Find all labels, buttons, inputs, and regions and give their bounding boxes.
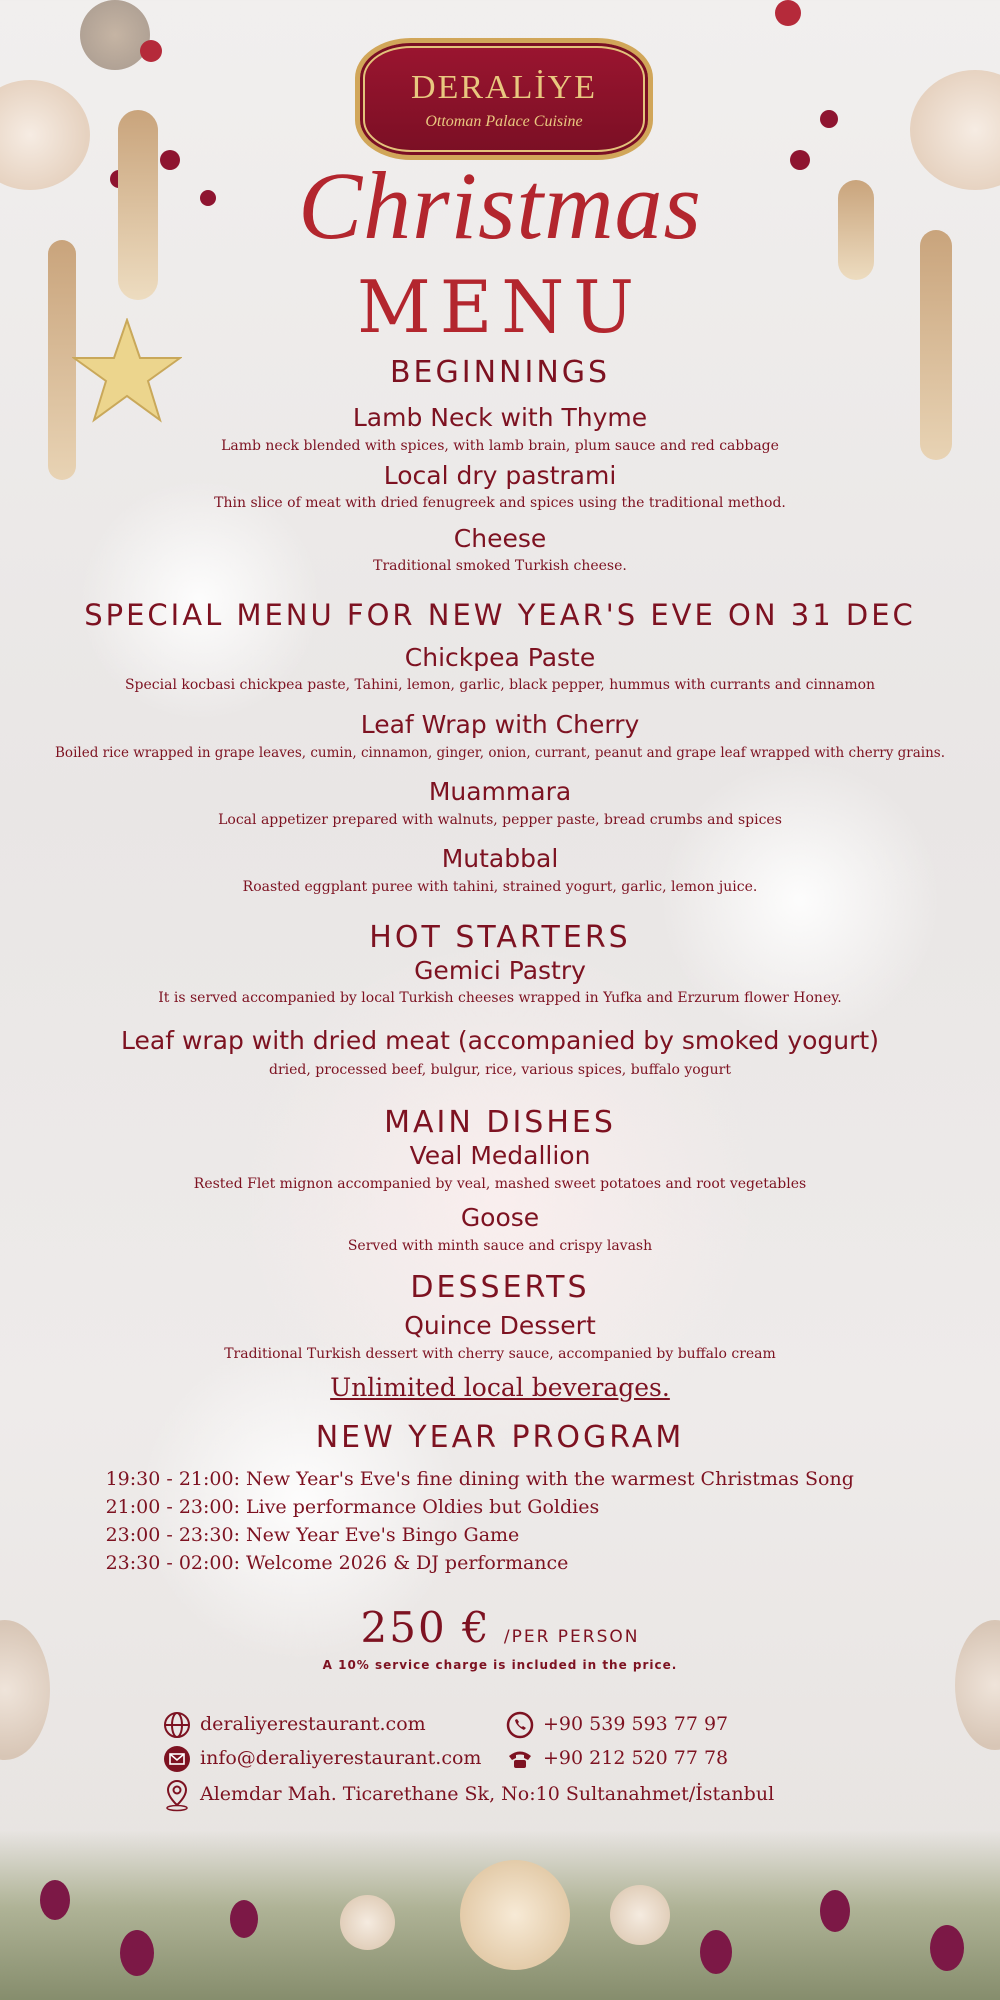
dish-name: Local dry pastrami [383, 461, 617, 490]
section-heading-desserts: DESSERTS [410, 1270, 590, 1305]
restaurant-logo [355, 38, 653, 160]
brand-name: DERALİYE [411, 69, 597, 106]
dish-description: Boiled rice wrapped in grape leaves, cumin, cinnamon, ginger, onion, currant, peanut and grape leaf wrapped with cherry grains. [55, 745, 945, 761]
program-activity: Welcome 2026 & DJ performance [246, 1552, 569, 1574]
dish-description: dried, processed beef, bulgur, rice, various spices, buffalo yogurt [269, 1062, 731, 1078]
section-heading-beginnings: BEGINNINGS [389, 355, 611, 390]
program-time: 23:00 - 23:30: [105, 1524, 240, 1546]
dish-name: Veal Medallion [409, 1141, 591, 1170]
program-time: 23:30 - 02:00: [105, 1552, 240, 1574]
dish-description: Traditional smoked Turkish cheese. [373, 558, 627, 574]
telephone-icon [505, 1744, 535, 1774]
dish-description: Roasted eggplant puree with tahini, strained yogurt, garlic, lemon juice. [242, 879, 758, 895]
section-heading-hot-starters: HOT STARTERS [369, 920, 631, 955]
section-heading-new-year-program: NEW YEAR PROGRAM [315, 1420, 685, 1455]
dish-name: Quince Dessert [404, 1311, 596, 1340]
dish-name: Goose [460, 1203, 540, 1232]
dish-description: Traditional Turkish dessert with cherry sauce, accompanied by buffalo cream [224, 1346, 776, 1362]
dish-name: Gemici Pastry [414, 956, 586, 985]
program-activity: Live performance Oldies but Goldies [246, 1496, 600, 1518]
address-text: Alemdar Mah. Ticarethane Sk, No:10 Sultanahmet/İstanbul [200, 1783, 775, 1805]
contact-phone[interactable] [505, 1744, 728, 1774]
price-unit: /PER PERSON [503, 1627, 640, 1647]
globe-icon [162, 1710, 192, 1740]
dish-name: Chickpea Paste [404, 643, 596, 672]
contact-website[interactable] [162, 1710, 426, 1740]
dish-description: Lamb neck blended with spices, with lamb brain, plum sauce and red cabbage [221, 438, 779, 454]
program-time: 19:30 - 21:00: [105, 1468, 240, 1490]
dish-description: Local appetizer prepared with walnuts, pepper paste, bread crumbs and spices [218, 812, 782, 828]
service-charge-note: A 10% service charge is included in the price. [322, 1658, 678, 1672]
dish-description: Thin slice of meat with dried fenugreek and spices using the traditional method. [214, 495, 786, 511]
program-row [100, 1496, 599, 1518]
dish-description: Served with minth sauce and crispy lavash [347, 1238, 653, 1254]
dish-description: Rested Flet mignon accompanied by veal, mashed sweet potatoes and root vegetables [193, 1176, 807, 1192]
price-block [0, 1603, 1000, 1652]
envelope-icon [162, 1744, 192, 1774]
program-row [100, 1524, 519, 1546]
dish-name: Leaf wrap with dried meat (accompanied by smoked yogurt) [121, 1026, 879, 1055]
dish-name: Leaf Wrap with Cherry [360, 710, 640, 739]
brand-tagline: Ottoman Palace Cuisine [425, 113, 583, 130]
location-pin-icon [162, 1778, 192, 1812]
program-activity: New Year Eve's Bingo Game [246, 1524, 520, 1546]
program-row [100, 1552, 568, 1574]
program-time: 21:00 - 23:00: [105, 1496, 240, 1518]
dish-name: Cheese [453, 524, 547, 553]
beverages-note: Unlimited local beverages. [330, 1373, 670, 1402]
contact-address[interactable] [162, 1778, 774, 1812]
dish-description: It is served accompanied by local Turkish cheeses wrapped in Yufka and Erzurum flower Honey. [158, 990, 842, 1006]
program-activity: New Year's Eve's fine dining with the warmest Christmas Song [246, 1468, 854, 1490]
whatsapp-number: +90 539 593 77 97 [543, 1713, 729, 1735]
script-title: Christmas [298, 152, 702, 259]
menu-title: MENU [357, 265, 643, 349]
contact-whatsapp[interactable] [505, 1710, 728, 1740]
price-amount: 250 € [360, 1603, 491, 1652]
dish-description: Special kocbasi chickpea paste, Tahini, lemon, garlic, black pepper, hummus with currants and cinnamon [124, 677, 876, 693]
dish-name: Mutabbal [441, 844, 559, 873]
website-text: deraliyerestaurant.com [200, 1713, 426, 1735]
email-text: info@deraliyerestaurant.com [200, 1747, 482, 1769]
contact-email[interactable] [162, 1744, 481, 1774]
phone-number: +90 212 520 77 78 [543, 1747, 729, 1769]
dish-name: Lamb Neck with Thyme [352, 403, 648, 432]
whatsapp-icon [505, 1710, 535, 1740]
section-heading-main-dishes: MAIN DISHES [384, 1105, 616, 1140]
section-heading-special-menu: SPECIAL MENU FOR NEW YEAR'S EVE ON 31 DEC [84, 598, 916, 632]
dish-name: Muammara [428, 777, 572, 806]
program-row [100, 1468, 854, 1490]
